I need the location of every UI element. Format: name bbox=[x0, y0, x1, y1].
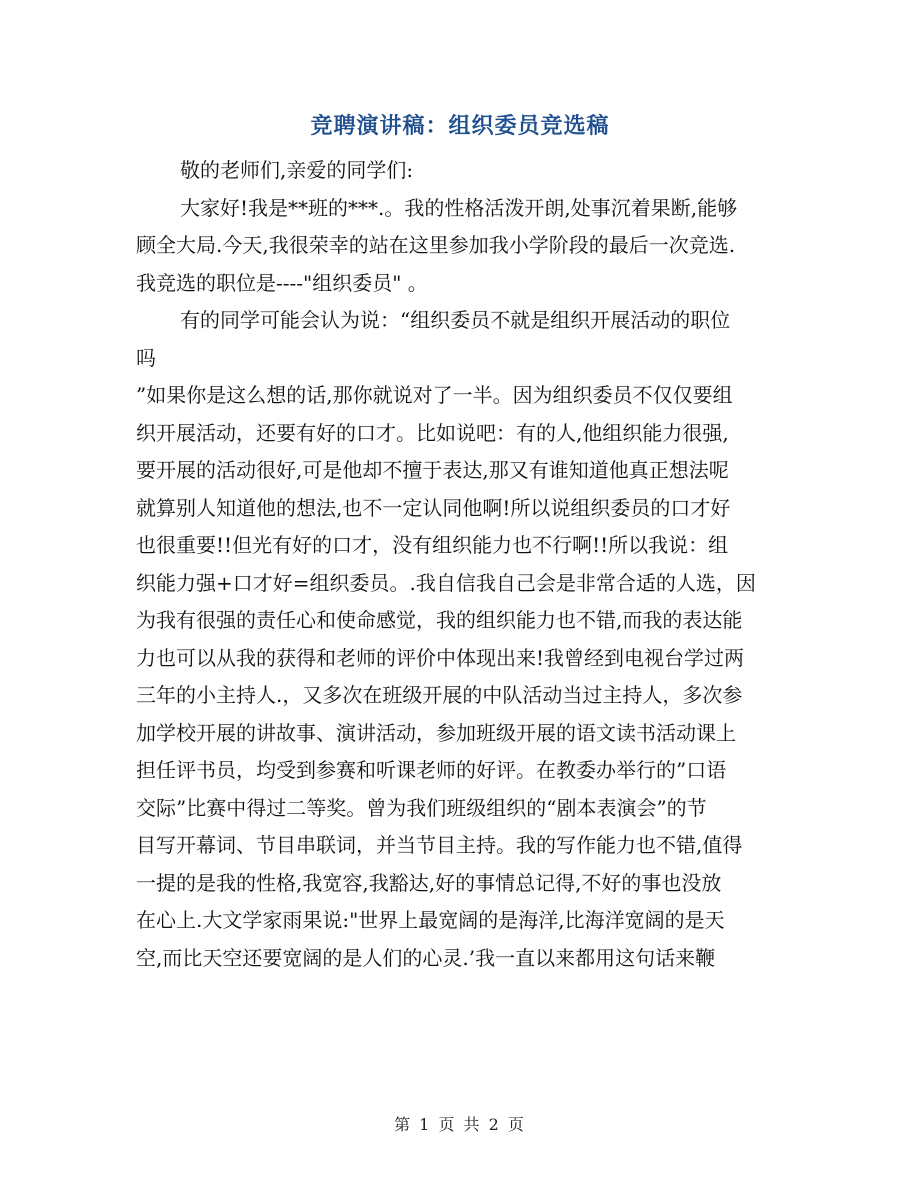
body-line: 也很重要!!但光有好的口才，没有组织能力也不行啊!!所以我说：组 bbox=[136, 533, 729, 557]
body-line: 敬的老师们,亲爱的同学们: bbox=[180, 158, 414, 182]
body-line: 吗 bbox=[136, 345, 156, 370]
document-body bbox=[136, 152, 784, 977]
body-line: 织开展活动，还要有好的口才。比如说吧：有的人,他组织能力很强, bbox=[136, 420, 729, 445]
document-title: 竞聘演讲稿：组织委员竞选稿 bbox=[310, 113, 610, 139]
body-line: 目写开幕词、节目串联词，并当节目主持。我的写作能力也不错,值得 bbox=[136, 833, 743, 857]
body-line: 一提的是我的性格,我宽容,我豁达,好的事情总记得,不好的事也没放 bbox=[136, 870, 722, 895]
body-line: 担任评书员，均受到参赛和听课老师的好评。在教委办举行的”口语 bbox=[136, 758, 727, 782]
body-line: 我竞选的职位是----"组织委员" 。 bbox=[136, 270, 428, 295]
body-line: 空,而比天空还要宽阔的是人们的心灵.’我一直以来都用这句话来鞭 bbox=[136, 945, 716, 970]
body-line: 三年的小主持人.，又多次在班级开展的中队活动当过主持人，多次参 bbox=[136, 683, 743, 707]
body-line: 织能力强+口才好=组织委员。.我自信我自己会是非常合适的人选，因 bbox=[136, 570, 756, 595]
body-line: 就算别人知道他的想法,也不一定认同他啊!所以说组织委员的口才好 bbox=[136, 495, 731, 520]
body-line: 大家好!我是**班的***.。我的性格活泼开朗,处事沉着果断,能够 bbox=[180, 195, 738, 220]
body-line: 交际”比赛中得过二等奖。曾为我们班级组织的“剧本表演会”的节 bbox=[136, 795, 707, 820]
body-line: 顾全大局.今天,我很荣幸的站在这里参加我小学阶段的最后一次竞选. bbox=[136, 233, 736, 257]
body-line: 加学校开展的讲故事、演讲活动，参加班级开展的语文读书活动课上 bbox=[136, 720, 736, 745]
body-line: 为我有很强的责任心和使命感觉，我的组织能力也不错,而我的表达能 bbox=[136, 608, 743, 632]
page-footer: 第 1 页 共 2 页 bbox=[394, 1115, 526, 1134]
body-line: 要开展的活动很好,可是他却不擅于表达,那又有谁知道他真正想法呢 bbox=[136, 458, 729, 482]
body-line: 有的同学可能会认为说：“组织委员不就是组织开展活动的职位 bbox=[180, 308, 731, 332]
body-line: ”如果你是这么想的话,那你就说对了一半。因为组织委员不仅仅要组 bbox=[136, 383, 733, 407]
body-line: 在心上.大文学家雨果说:"世界上最宽阔的是海洋,比海洋宽阔的是天 bbox=[136, 908, 725, 932]
body-line: 力也可以从我的获得和老师的评价中体现出来!我曾经到电视台学过两 bbox=[136, 645, 745, 670]
